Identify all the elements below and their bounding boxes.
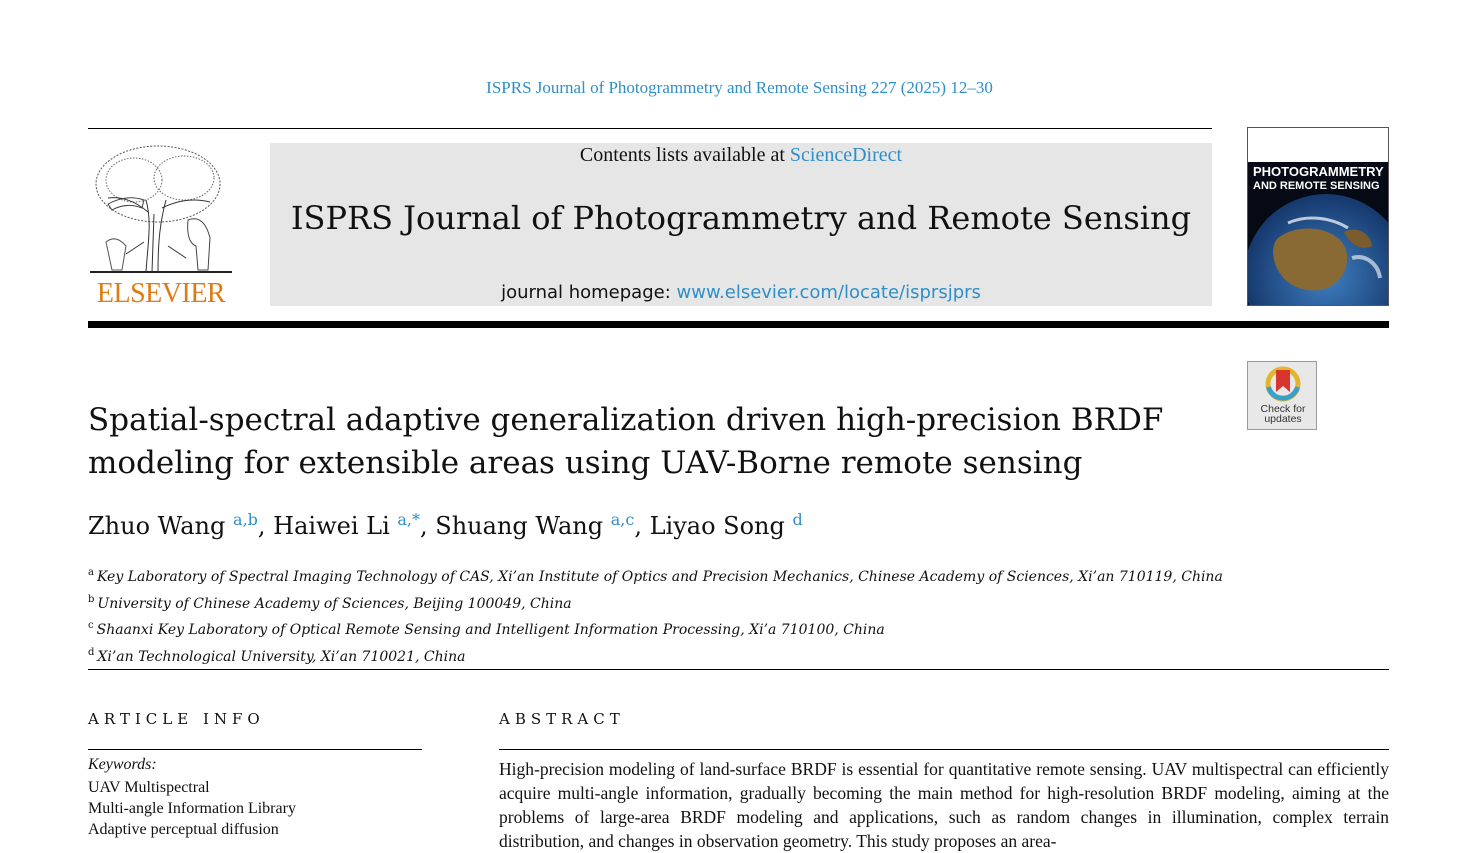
keywords-label: Keywords: — [88, 756, 157, 773]
author-name[interactable]: Zhuo Wang — [88, 512, 226, 540]
affiliation-mark: b — [88, 593, 95, 605]
bookmark-ring-icon — [1265, 365, 1301, 403]
journal-homepage-line — [270, 282, 1212, 303]
contents-available-line — [270, 143, 1212, 167]
affiliation-mark: c — [88, 620, 94, 631]
affiliation-mark: a — [88, 567, 94, 578]
article-title-line1: Spatial-spectral adaptive generalization driven high-precision BRDF — [88, 402, 1164, 438]
affiliation-item — [88, 562, 1223, 589]
homepage-prefix: journal homepage: — [501, 282, 677, 303]
affiliation-list — [88, 562, 1223, 668]
earth-globe-icon — [1248, 128, 1388, 305]
check-for-updates-badge[interactable] — [1247, 361, 1317, 430]
author-name[interactable]: Shuang Wang — [435, 512, 604, 540]
journal-homepage-link[interactable]: www.elsevier.com/locate/isprsjprs — [676, 282, 981, 303]
cover-title-line2: AND REMOTE SENSING — [1253, 180, 1380, 192]
article-info-rule — [88, 749, 422, 750]
journal-name: ISPRS Journal of Photogrammetry and Remote Sensing — [290, 199, 1192, 237]
check-for-updates-line1: Check for — [1260, 403, 1306, 415]
affiliation-mark: d — [88, 646, 95, 658]
affiliation-item — [88, 615, 1223, 642]
elsevier-logo[interactable] — [86, 142, 236, 308]
tree-of-knowledge-icon — [86, 142, 236, 277]
affiliation-text: University of Chinese Academy of Sciences, Beijing 100049, China — [97, 595, 572, 612]
author-separator: , — [634, 512, 650, 540]
keywords-list — [88, 777, 296, 840]
header-top-rule — [88, 128, 1212, 129]
affiliation-text: Key Laboratory of Spectral Imaging Technology of CAS, Xi’an Institute of Optics and Precision Mechanics, Chinese Academy of Sciences, Xi’an 710119, China — [96, 569, 1223, 585]
check-for-updates-label — [1248, 404, 1318, 424]
author-affiliation-mark[interactable]: a,c — [610, 510, 635, 529]
keyword-item: Adaptive perceptual diffusion — [88, 821, 279, 838]
keyword-item: Multi-angle Information Library — [88, 800, 296, 817]
author-name[interactable]: Liyao Song — [649, 512, 785, 540]
article-title — [88, 399, 1208, 485]
affiliation-text: Shaanxi Key Laboratory of Optical Remote Sensing and Intelligent Information Processing, Xi’a 710100, China — [96, 622, 885, 638]
author-separator: , — [420, 512, 436, 540]
contents-prefix: Contents lists available at — [579, 144, 790, 166]
check-for-updates-line2: updates — [1264, 413, 1302, 425]
author-affiliation-mark[interactable]: d — [792, 510, 803, 529]
journal-banner — [270, 143, 1212, 306]
affiliation-item — [88, 589, 1223, 616]
journal-cover-thumbnail[interactable] — [1247, 127, 1389, 306]
affiliation-text: Xi’an Technological University, Xi’an 710021, China — [97, 648, 466, 665]
abstract-text: High-precision modeling of land-surface BRDF is essential for quantitative remote sensing. UAV multispectral can efficiently acquire multi-angle information, gradually becoming the main method for high-resolution BRDF modeling, aiming at the problems of large-area BRDF modeling and applications, such as random changes in illumination, complex terrain distribution, and changes in observation geometry. This study proposes an area- — [499, 759, 1389, 851]
author-affiliation-mark[interactable]: a,* — [397, 510, 421, 529]
article-title-line2: modeling for extensible areas using UAV-Borne remote sensing — [88, 445, 1083, 481]
header-bottom-rule — [88, 321, 1389, 328]
journal-citation[interactable]: ISPRS Journal of Photogrammetry and Remote Sensing 227 (2025) 12–30 — [486, 78, 993, 97]
abstract-heading: ABSTRACT — [499, 710, 625, 728]
keyword-item: UAV Multispectral — [88, 779, 210, 796]
author-list — [88, 510, 803, 540]
author-name[interactable]: Haiwei Li — [273, 512, 390, 540]
abstract-rule — [499, 749, 1389, 750]
section-divider — [88, 669, 1389, 670]
affiliation-item — [88, 642, 1223, 669]
cover-title-line1: PHOTOGRAMMETRY — [1253, 164, 1384, 179]
sciencedirect-link[interactable]: ScienceDirect — [789, 144, 903, 166]
author-affiliation-mark[interactable]: a,b — [233, 510, 258, 529]
author-separator: , — [257, 512, 274, 540]
article-info-heading: ARTICLE INFO — [88, 710, 265, 728]
elsevier-wordmark: ELSEVIER — [96, 278, 226, 309]
